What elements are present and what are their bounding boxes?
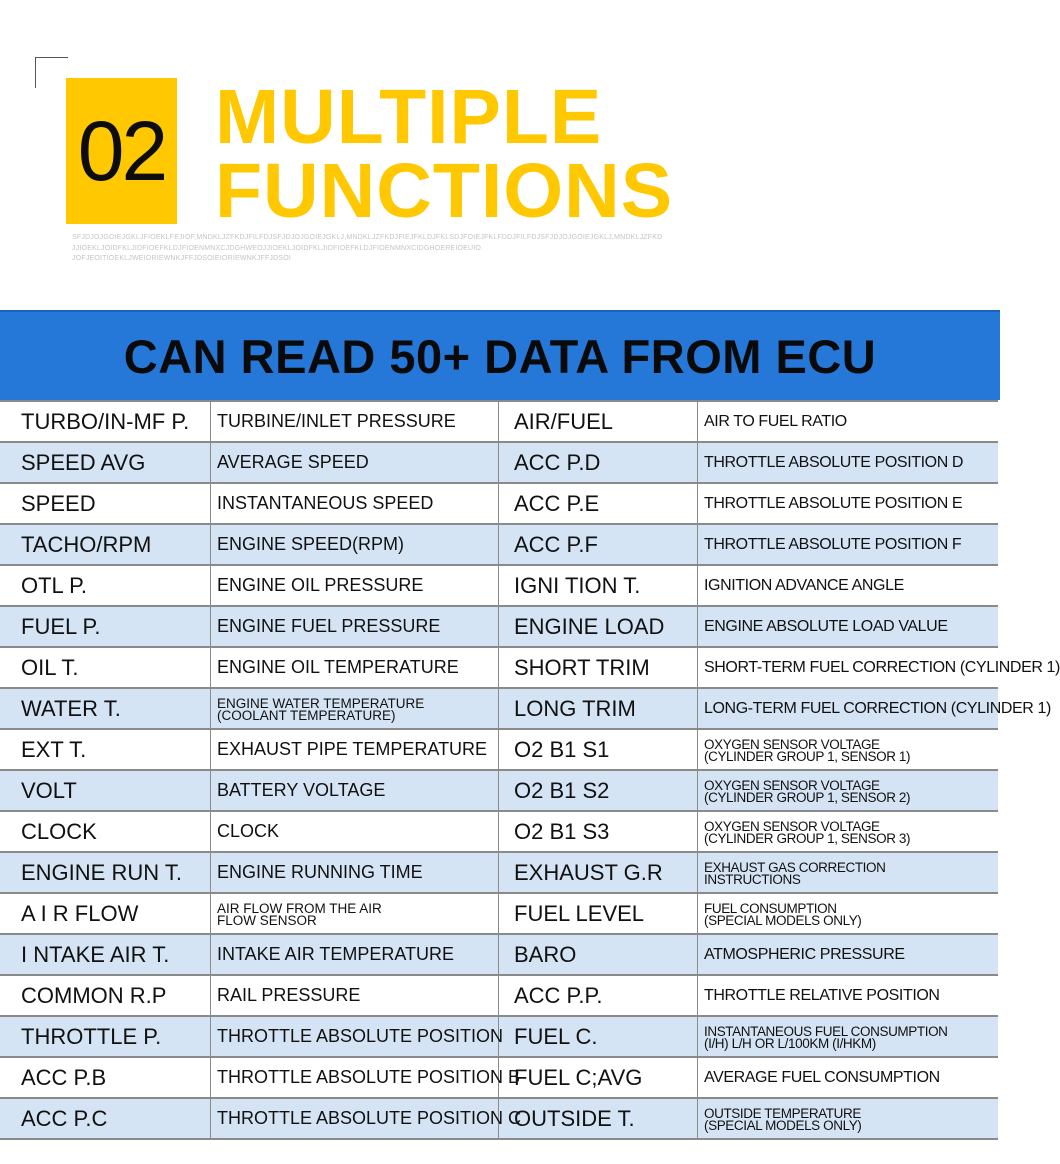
data-table xyxy=(0,400,1060,1140)
parameter-code: SPEED xyxy=(0,484,211,523)
parameter-code: LONG TRIM xyxy=(499,689,698,728)
parameter-description xyxy=(698,853,998,892)
parameter-description: TURBINE/INLET PRESSURE xyxy=(211,402,499,441)
parameter-description xyxy=(698,771,998,810)
parameter-description xyxy=(698,1099,998,1138)
table-row xyxy=(0,402,998,443)
parameter-code: ACC P.E xyxy=(499,484,698,523)
table-row xyxy=(0,484,998,525)
parameter-description: AIR TO FUEL RATIO xyxy=(704,412,847,430)
description-line: INSTRUCTIONS xyxy=(704,871,801,887)
parameter-description: THROTTLE ABSOLUTE POSITION C xyxy=(211,1099,499,1138)
parameter-code: WATER T. xyxy=(0,689,211,728)
parameter-description: BATTERY VOLTAGE xyxy=(211,771,499,810)
description-line: (CYLINDER GROUP 1, SENSOR 3) xyxy=(704,830,911,846)
banner xyxy=(0,310,1000,400)
parameter-description: ENGINE OIL TEMPERATURE xyxy=(211,648,499,687)
parameter-code: ACC P.B xyxy=(0,1058,211,1097)
banner-title: CAN READ 50+ DATA FROM ECU xyxy=(123,329,877,383)
parameter-description xyxy=(211,689,499,728)
parameter-code: FUEL P. xyxy=(0,607,211,646)
parameter-code: O2 B1 S3 xyxy=(499,812,698,851)
parameter-description: THROTTLE ABSOLUTE POSITION xyxy=(211,1017,499,1056)
parameter-description: RAIL PRESSURE xyxy=(211,976,499,1015)
parameter-code: IGNI TION T. xyxy=(499,566,698,605)
parameter-description: ENGINE ABSOLUTE LOAD VALUE xyxy=(704,617,948,635)
parameter-code: AIR/FUEL xyxy=(499,402,698,441)
parameter-description: ENGINE SPEED(RPM) xyxy=(211,525,499,564)
parameter-code: SPEED AVG xyxy=(0,443,211,482)
parameter-code: I NTAKE AIR T. xyxy=(0,935,211,974)
parameter-code: BARO xyxy=(499,935,698,974)
parameter-description xyxy=(698,1017,998,1056)
section-title xyxy=(215,74,674,234)
parameter-code: EXHAUST G.R xyxy=(499,853,698,892)
decorative-filler-text xyxy=(72,233,752,265)
parameter-code: EXT T. xyxy=(0,730,211,769)
table-row xyxy=(0,689,1051,730)
parameter-description xyxy=(698,812,998,851)
parameter-code: VOLT xyxy=(0,771,211,810)
description-line: (SPECIAL MODELS ONLY) xyxy=(704,912,862,928)
parameter-description xyxy=(698,730,998,769)
parameter-code: OTL P. xyxy=(0,566,211,605)
parameter-code: TACHO/RPM xyxy=(0,525,211,564)
description-line: INSTANTANEOUS FUEL CONSUMPTION xyxy=(704,1023,948,1039)
parameter-code: A I R FLOW xyxy=(0,894,211,933)
parameter-code: SHORT TRIM xyxy=(499,648,698,687)
table-row xyxy=(0,1058,998,1099)
parameter-code: ACC P.C xyxy=(0,1099,211,1138)
parameter-description: ATMOSPHERIC PRESSURE xyxy=(704,945,905,963)
description-line: (CYLINDER GROUP 1, SENSOR 1) xyxy=(704,748,911,764)
parameter-code: ACC P.P. xyxy=(499,976,698,1015)
table-row xyxy=(0,648,1060,689)
table-row xyxy=(0,1099,998,1140)
parameter-description: THROTTLE RELATIVE POSITION xyxy=(704,986,940,1004)
table-row xyxy=(0,525,998,566)
description-line: OUTSIDE TEMPERATURE xyxy=(704,1105,861,1121)
parameter-code: FUEL C. xyxy=(499,1017,698,1056)
parameter-description: INTAKE AIR TEMPERATURE xyxy=(211,935,499,974)
table-row xyxy=(0,443,998,484)
filler-line: JOFJEOITIOEKLJWEIORIEWNKJFFJDSOIEIORIEWNKJFFJDSOI xyxy=(72,255,292,262)
description-line: FLOW SENSOR xyxy=(217,912,317,928)
description-line: (CYLINDER GROUP 1, SENSOR 2) xyxy=(704,789,911,805)
parameter-code: TURBO/IN-MF P. xyxy=(0,402,211,441)
parameter-description: SHORT-TERM FUEL CORRECTION (CYLINDER 1) xyxy=(704,658,1060,676)
parameter-description xyxy=(698,894,998,933)
parameter-code: ACC P.F xyxy=(499,525,698,564)
parameter-code: COMMON R.P xyxy=(0,976,211,1015)
parameter-code: ENGINE RUN T. xyxy=(0,853,211,892)
table-row xyxy=(0,730,998,771)
parameter-description: THROTTLE ABSOLUTE POSITION E xyxy=(704,494,963,512)
description-line: OXYGEN SENSOR VOLTAGE xyxy=(704,818,880,834)
table-row xyxy=(0,771,998,812)
description-line: OXYGEN SENSOR VOLTAGE xyxy=(704,777,880,793)
description-line: (I/H) L/H OR L/100KM (I/HKM) xyxy=(704,1035,876,1051)
description-line: (SPECIAL MODELS ONLY) xyxy=(704,1117,862,1133)
parameter-code: FUEL LEVEL xyxy=(499,894,698,933)
parameter-description: THROTTLE ABSOLUTE POSITION B xyxy=(211,1058,499,1097)
parameter-description: EXHAUST PIPE TEMPERATURE xyxy=(211,730,499,769)
corner-bracket xyxy=(35,57,68,88)
parameter-description: IGNITION ADVANCE ANGLE xyxy=(704,576,904,594)
parameter-code: O2 B1 S1 xyxy=(499,730,698,769)
filler-line: JJIOEKLJOIDFKLJIDFIOEFKLDJFIOENMNXCJDGHWEOJJIOEKLJOIDFKLJIDFIOEFKLDJFIOENMNXCIDGHOEREIOEUIO xyxy=(72,244,482,252)
table-row xyxy=(0,894,998,935)
parameter-code: FUEL C;AVG xyxy=(499,1058,698,1097)
parameter-description: ENGINE RUNNING TIME xyxy=(211,853,499,892)
parameter-description: LONG-TERM FUEL CORRECTION (CYLINDER 1) xyxy=(704,699,1051,717)
description-line: OXYGEN SENSOR VOLTAGE xyxy=(704,736,880,752)
description-line: AIR FLOW FROM THE AIR xyxy=(217,900,382,916)
parameter-description: AVERAGE SPEED xyxy=(211,443,499,482)
description-line: ENGINE WATER TEMPERATURE xyxy=(217,695,425,711)
description-line: (COOLANT TEMPERATURE) xyxy=(217,707,396,723)
parameter-code: THROTTLE P. xyxy=(0,1017,211,1056)
table-row xyxy=(0,935,998,976)
parameter-code: OUTSIDE T. xyxy=(499,1099,698,1138)
parameter-description: CLOCK xyxy=(211,812,499,851)
parameter-description: THROTTLE ABSOLUTE POSITION D xyxy=(704,453,964,471)
table-row xyxy=(0,1017,998,1058)
description-line: FUEL CONSUMPTION xyxy=(704,900,837,916)
parameter-description xyxy=(211,894,499,933)
parameter-code: ACC P.D xyxy=(499,443,698,482)
title-line-1: MULTIPLE xyxy=(215,74,603,160)
parameter-code: CLOCK xyxy=(0,812,211,851)
section-number: 02 xyxy=(77,103,166,198)
parameter-description: THROTTLE ABSOLUTE POSITION F xyxy=(704,535,962,553)
parameter-description: INSTANTANEOUS SPEED xyxy=(211,484,499,523)
parameter-code: OIL T. xyxy=(0,648,211,687)
table-row xyxy=(0,853,998,894)
table-row xyxy=(0,607,998,648)
parameter-description: ENGINE OIL PRESSURE xyxy=(211,566,499,605)
parameter-code: ENGINE LOAD xyxy=(499,607,698,646)
title-line-2: FUNCTIONS xyxy=(215,148,674,234)
parameter-description: ENGINE FUEL PRESSURE xyxy=(211,607,499,646)
parameter-description: AVERAGE FUEL CONSUMPTION xyxy=(704,1068,940,1086)
table-row xyxy=(0,976,998,1017)
filler-line: SFJDJOJGOIEJGKLJFIOEKLFEJIOF,MNDKLJZFKDJFILFDJSFJDJOJGOIEJGKLJ,MNDKLJZFKDJFIEJFKLDJFKLSDJFOIEJFKLFDDJFILFDJSFJDJOJGOIEJGKLJ,MNDKLJZFKD xyxy=(72,234,663,241)
description-line: EXHAUST GAS CORRECTION xyxy=(704,859,886,875)
section-number-box xyxy=(66,78,177,224)
parameter-code: O2 B1 S2 xyxy=(499,771,698,810)
table-row xyxy=(0,812,998,853)
table-row xyxy=(0,566,998,607)
